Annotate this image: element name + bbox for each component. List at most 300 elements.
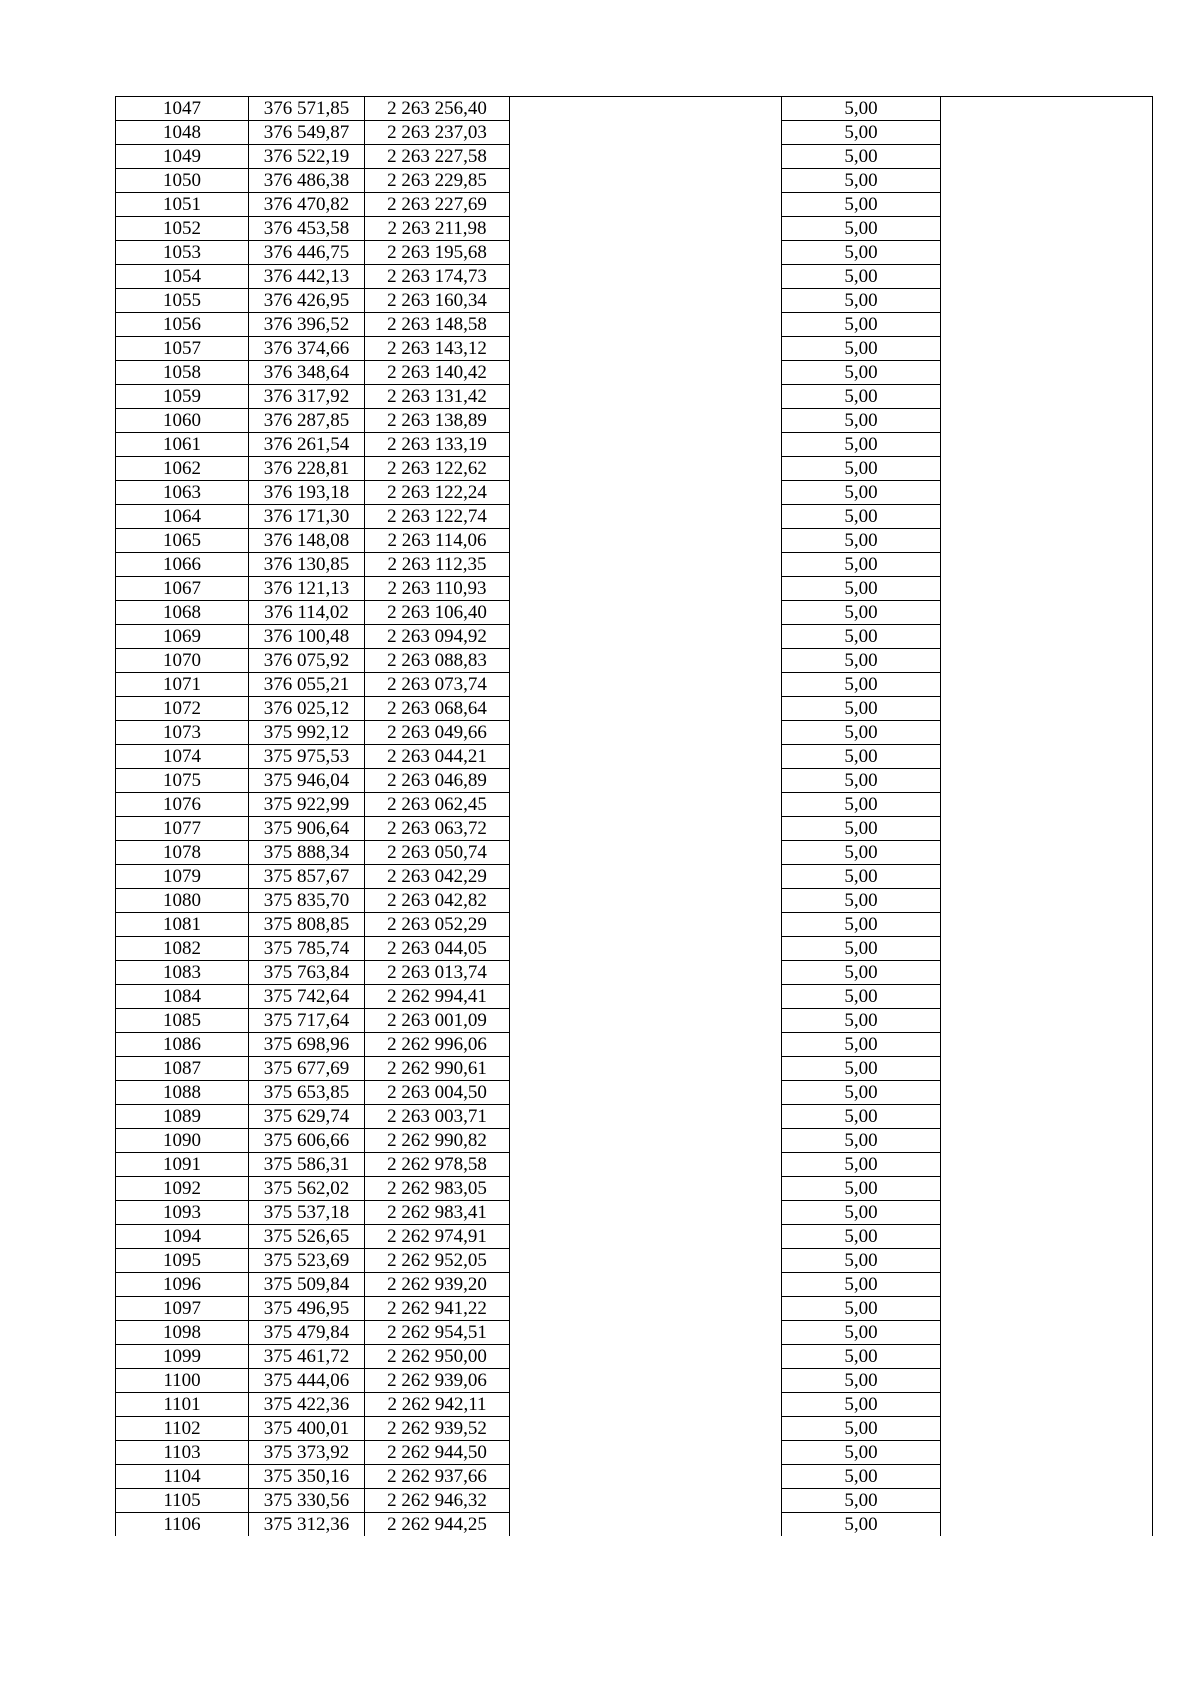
y-coordinate-cell: 2 263 052,29 (365, 913, 510, 937)
notes-cell (941, 553, 1153, 577)
accuracy-cell: 5,00 (782, 961, 941, 985)
table-row (116, 1273, 1153, 1297)
x-coordinate-cell: 376 287,85 (249, 409, 365, 433)
description-cell (510, 1321, 782, 1345)
table-row (116, 625, 1153, 649)
x-coordinate-cell: 376 025,12 (249, 697, 365, 721)
x-coordinate-cell: 375 653,85 (249, 1081, 365, 1105)
x-coordinate-cell: 375 330,56 (249, 1489, 365, 1513)
point-number-cell: 1060 (116, 409, 249, 433)
point-number-cell: 1048 (116, 121, 249, 145)
accuracy-cell: 5,00 (782, 985, 941, 1009)
x-coordinate-cell: 375 400,01 (249, 1417, 365, 1441)
y-coordinate-cell: 2 263 050,74 (365, 841, 510, 865)
description-cell (510, 97, 782, 121)
notes-cell (941, 865, 1153, 889)
point-number-cell: 1088 (116, 1081, 249, 1105)
description-cell (510, 1081, 782, 1105)
notes-cell (941, 721, 1153, 745)
notes-cell (941, 793, 1153, 817)
x-coordinate-cell: 375 422,36 (249, 1393, 365, 1417)
y-coordinate-cell: 2 263 049,66 (365, 721, 510, 745)
notes-cell (941, 457, 1153, 481)
y-coordinate-cell: 2 263 174,73 (365, 265, 510, 289)
notes-cell (941, 889, 1153, 913)
point-number-cell: 1064 (116, 505, 249, 529)
notes-cell (941, 217, 1153, 241)
accuracy-cell: 5,00 (782, 673, 941, 697)
point-number-cell: 1059 (116, 385, 249, 409)
notes-cell (941, 409, 1153, 433)
y-coordinate-cell: 2 263 114,06 (365, 529, 510, 553)
notes-cell (941, 121, 1153, 145)
y-coordinate-cell: 2 262 952,05 (365, 1249, 510, 1273)
description-cell (510, 1513, 782, 1537)
table-row (116, 217, 1153, 241)
point-number-cell: 1054 (116, 265, 249, 289)
accuracy-cell: 5,00 (782, 241, 941, 265)
y-coordinate-cell: 2 263 229,85 (365, 169, 510, 193)
description-cell (510, 121, 782, 145)
accuracy-cell: 5,00 (782, 1321, 941, 1345)
point-number-cell: 1090 (116, 1129, 249, 1153)
description-cell (510, 913, 782, 937)
notes-cell (941, 337, 1153, 361)
accuracy-cell: 5,00 (782, 385, 941, 409)
description-cell (510, 1201, 782, 1225)
description-cell (510, 961, 782, 985)
accuracy-cell: 5,00 (782, 1153, 941, 1177)
x-coordinate-cell: 376 549,87 (249, 121, 365, 145)
table-row (116, 697, 1153, 721)
point-number-cell: 1094 (116, 1225, 249, 1249)
table-row (116, 649, 1153, 673)
x-coordinate-cell: 375 312,36 (249, 1513, 365, 1537)
accuracy-cell: 5,00 (782, 649, 941, 673)
table-row (116, 145, 1153, 169)
y-coordinate-cell: 2 263 106,40 (365, 601, 510, 625)
point-number-cell: 1063 (116, 481, 249, 505)
description-cell (510, 313, 782, 337)
notes-cell (941, 97, 1153, 121)
notes-cell (941, 1057, 1153, 1081)
y-coordinate-cell: 2 263 088,83 (365, 649, 510, 673)
accuracy-cell: 5,00 (782, 289, 941, 313)
point-number-cell: 1055 (116, 289, 249, 313)
notes-cell (941, 289, 1153, 313)
notes-cell (941, 1153, 1153, 1177)
description-cell (510, 577, 782, 601)
notes-cell (941, 1177, 1153, 1201)
x-coordinate-cell: 375 509,84 (249, 1273, 365, 1297)
accuracy-cell: 5,00 (782, 721, 941, 745)
x-coordinate-cell: 376 348,64 (249, 361, 365, 385)
description-cell (510, 1249, 782, 1273)
y-coordinate-cell: 2 262 990,82 (365, 1129, 510, 1153)
y-coordinate-cell: 2 262 937,66 (365, 1465, 510, 1489)
description-cell (510, 241, 782, 265)
accuracy-cell: 5,00 (782, 169, 941, 193)
y-coordinate-cell: 2 262 944,50 (365, 1441, 510, 1465)
notes-cell (941, 241, 1153, 265)
point-number-cell: 1073 (116, 721, 249, 745)
y-coordinate-cell: 2 263 044,05 (365, 937, 510, 961)
table-row (116, 745, 1153, 769)
table-row (116, 289, 1153, 313)
x-coordinate-cell: 375 479,84 (249, 1321, 365, 1345)
x-coordinate-cell: 376 522,19 (249, 145, 365, 169)
notes-cell (941, 433, 1153, 457)
description-cell (510, 1345, 782, 1369)
point-number-cell: 1103 (116, 1441, 249, 1465)
table-row (116, 1153, 1153, 1177)
table-row (116, 601, 1153, 625)
y-coordinate-cell: 2 262 994,41 (365, 985, 510, 1009)
accuracy-cell: 5,00 (782, 577, 941, 601)
description-cell (510, 217, 782, 241)
y-coordinate-cell: 2 263 003,71 (365, 1105, 510, 1129)
description-cell (510, 1273, 782, 1297)
accuracy-cell: 5,00 (782, 1297, 941, 1321)
notes-cell (941, 145, 1153, 169)
point-number-cell: 1053 (116, 241, 249, 265)
accuracy-cell: 5,00 (782, 1009, 941, 1033)
point-number-cell: 1058 (116, 361, 249, 385)
accuracy-cell: 5,00 (782, 817, 941, 841)
notes-cell (941, 1249, 1153, 1273)
point-number-cell: 1084 (116, 985, 249, 1009)
table-row (116, 481, 1153, 505)
y-coordinate-cell: 2 263 122,74 (365, 505, 510, 529)
notes-cell (941, 577, 1153, 601)
point-number-cell: 1099 (116, 1345, 249, 1369)
table-row (116, 1081, 1153, 1105)
accuracy-cell: 5,00 (782, 313, 941, 337)
point-number-cell: 1075 (116, 769, 249, 793)
point-number-cell: 1082 (116, 937, 249, 961)
y-coordinate-cell: 2 263 256,40 (365, 97, 510, 121)
x-coordinate-cell: 376 055,21 (249, 673, 365, 697)
notes-cell (941, 985, 1153, 1009)
table-row (116, 169, 1153, 193)
y-coordinate-cell: 2 263 042,82 (365, 889, 510, 913)
table-row (116, 457, 1153, 481)
table-row (116, 1345, 1153, 1369)
point-number-cell: 1051 (116, 193, 249, 217)
accuracy-cell: 5,00 (782, 121, 941, 145)
accuracy-cell: 5,00 (782, 553, 941, 577)
table-row (116, 913, 1153, 937)
point-number-cell: 1069 (116, 625, 249, 649)
accuracy-cell: 5,00 (782, 769, 941, 793)
x-coordinate-cell: 376 075,92 (249, 649, 365, 673)
table-row (116, 193, 1153, 217)
y-coordinate-cell: 2 262 974,91 (365, 1225, 510, 1249)
accuracy-cell: 5,00 (782, 745, 941, 769)
description-cell (510, 865, 782, 889)
y-coordinate-cell: 2 262 942,11 (365, 1393, 510, 1417)
y-coordinate-cell: 2 263 004,50 (365, 1081, 510, 1105)
accuracy-cell: 5,00 (782, 217, 941, 241)
y-coordinate-cell: 2 263 143,12 (365, 337, 510, 361)
point-number-cell: 1081 (116, 913, 249, 937)
y-coordinate-cell: 2 262 954,51 (365, 1321, 510, 1345)
description-cell (510, 673, 782, 697)
description-cell (510, 1225, 782, 1249)
table-row (116, 409, 1153, 433)
table-row (116, 1249, 1153, 1273)
x-coordinate-cell: 376 193,18 (249, 481, 365, 505)
table-row (116, 553, 1153, 577)
x-coordinate-cell: 375 537,18 (249, 1201, 365, 1225)
y-coordinate-cell: 2 263 148,58 (365, 313, 510, 337)
notes-cell (941, 961, 1153, 985)
table-row (116, 1177, 1153, 1201)
point-number-cell: 1050 (116, 169, 249, 193)
table-row (116, 889, 1153, 913)
x-coordinate-cell: 376 486,38 (249, 169, 365, 193)
y-coordinate-cell: 2 263 227,58 (365, 145, 510, 169)
notes-cell (941, 481, 1153, 505)
notes-cell (941, 385, 1153, 409)
y-coordinate-cell: 2 263 133,19 (365, 433, 510, 457)
accuracy-cell: 5,00 (782, 865, 941, 889)
point-number-cell: 1086 (116, 1033, 249, 1057)
x-coordinate-cell: 376 453,58 (249, 217, 365, 241)
point-number-cell: 1101 (116, 1393, 249, 1417)
accuracy-cell: 5,00 (782, 529, 941, 553)
description-cell (510, 1393, 782, 1417)
table-row (116, 97, 1153, 121)
y-coordinate-cell: 2 263 110,93 (365, 577, 510, 601)
y-coordinate-cell: 2 262 939,06 (365, 1369, 510, 1393)
table-row (116, 673, 1153, 697)
accuracy-cell: 5,00 (782, 97, 941, 121)
notes-cell (941, 601, 1153, 625)
y-coordinate-cell: 2 263 195,68 (365, 241, 510, 265)
y-coordinate-cell: 2 262 941,22 (365, 1297, 510, 1321)
accuracy-cell: 5,00 (782, 337, 941, 361)
x-coordinate-cell: 376 261,54 (249, 433, 365, 457)
accuracy-cell: 5,00 (782, 1033, 941, 1057)
description-cell (510, 625, 782, 649)
table-row (116, 337, 1153, 361)
notes-cell (941, 193, 1153, 217)
table-row (116, 1393, 1153, 1417)
point-number-cell: 1065 (116, 529, 249, 553)
x-coordinate-cell: 375 523,69 (249, 1249, 365, 1273)
x-coordinate-cell: 375 444,06 (249, 1369, 365, 1393)
x-coordinate-cell: 375 606,66 (249, 1129, 365, 1153)
description-cell (510, 433, 782, 457)
description-cell (510, 553, 782, 577)
table-row (116, 265, 1153, 289)
description-cell (510, 697, 782, 721)
x-coordinate-cell: 376 571,85 (249, 97, 365, 121)
y-coordinate-cell: 2 262 939,20 (365, 1273, 510, 1297)
description-cell (510, 1129, 782, 1153)
description-cell (510, 721, 782, 745)
point-number-cell: 1049 (116, 145, 249, 169)
accuracy-cell: 5,00 (782, 889, 941, 913)
notes-cell (941, 313, 1153, 337)
table-row (116, 241, 1153, 265)
table-row (116, 313, 1153, 337)
description-cell (510, 1009, 782, 1033)
accuracy-cell: 5,00 (782, 1129, 941, 1153)
x-coordinate-cell: 376 317,92 (249, 385, 365, 409)
notes-cell (941, 1345, 1153, 1369)
y-coordinate-cell: 2 263 042,29 (365, 865, 510, 889)
accuracy-cell: 5,00 (782, 1225, 941, 1249)
description-cell (510, 649, 782, 673)
y-coordinate-cell: 2 263 068,64 (365, 697, 510, 721)
y-coordinate-cell: 2 263 237,03 (365, 121, 510, 145)
notes-cell (941, 913, 1153, 937)
table-row (116, 721, 1153, 745)
table-row (116, 361, 1153, 385)
description-cell (510, 337, 782, 361)
y-coordinate-cell: 2 263 046,89 (365, 769, 510, 793)
table-row (116, 1033, 1153, 1057)
notes-cell (941, 1273, 1153, 1297)
notes-cell (941, 1129, 1153, 1153)
x-coordinate-cell: 375 562,02 (249, 1177, 365, 1201)
y-coordinate-cell: 2 262 996,06 (365, 1033, 510, 1057)
description-cell (510, 193, 782, 217)
accuracy-cell: 5,00 (782, 1345, 941, 1369)
notes-cell (941, 769, 1153, 793)
y-coordinate-cell: 2 263 160,34 (365, 289, 510, 313)
x-coordinate-cell: 375 946,04 (249, 769, 365, 793)
table-row (116, 769, 1153, 793)
accuracy-cell: 5,00 (782, 1177, 941, 1201)
accuracy-cell: 5,00 (782, 481, 941, 505)
table-row (116, 529, 1153, 553)
accuracy-cell: 5,00 (782, 1489, 941, 1513)
description-cell (510, 1057, 782, 1081)
accuracy-cell: 5,00 (782, 457, 941, 481)
x-coordinate-cell: 375 785,74 (249, 937, 365, 961)
point-number-cell: 1066 (116, 553, 249, 577)
notes-cell (941, 841, 1153, 865)
table-row (116, 1057, 1153, 1081)
description-cell (510, 793, 782, 817)
x-coordinate-cell: 375 888,34 (249, 841, 365, 865)
point-number-cell: 1057 (116, 337, 249, 361)
y-coordinate-cell: 2 263 122,24 (365, 481, 510, 505)
table-row (116, 1225, 1153, 1249)
point-number-cell: 1093 (116, 1201, 249, 1225)
accuracy-cell: 5,00 (782, 1369, 941, 1393)
y-coordinate-cell: 2 262 946,32 (365, 1489, 510, 1513)
accuracy-cell: 5,00 (782, 1081, 941, 1105)
x-coordinate-cell: 375 763,84 (249, 961, 365, 985)
x-coordinate-cell: 376 148,08 (249, 529, 365, 553)
y-coordinate-cell: 2 263 131,42 (365, 385, 510, 409)
x-coordinate-cell: 375 586,31 (249, 1153, 365, 1177)
y-coordinate-cell: 2 263 211,98 (365, 217, 510, 241)
description-cell (510, 745, 782, 769)
table-row (116, 433, 1153, 457)
y-coordinate-cell: 2 263 013,74 (365, 961, 510, 985)
description-cell (510, 1369, 782, 1393)
point-number-cell: 1072 (116, 697, 249, 721)
accuracy-cell: 5,00 (782, 1105, 941, 1129)
accuracy-cell: 5,00 (782, 433, 941, 457)
accuracy-cell: 5,00 (782, 1249, 941, 1273)
x-coordinate-cell: 376 114,02 (249, 601, 365, 625)
table-row (116, 1489, 1153, 1513)
accuracy-cell: 5,00 (782, 1417, 941, 1441)
point-number-cell: 1091 (116, 1153, 249, 1177)
table-row (116, 961, 1153, 985)
point-number-cell: 1105 (116, 1489, 249, 1513)
point-number-cell: 1078 (116, 841, 249, 865)
point-number-cell: 1047 (116, 97, 249, 121)
y-coordinate-cell: 2 262 983,41 (365, 1201, 510, 1225)
table-row (116, 1321, 1153, 1345)
point-number-cell: 1100 (116, 1369, 249, 1393)
description-cell (510, 505, 782, 529)
x-coordinate-cell: 376 100,48 (249, 625, 365, 649)
point-number-cell: 1077 (116, 817, 249, 841)
notes-cell (941, 529, 1153, 553)
x-coordinate-cell: 375 698,96 (249, 1033, 365, 1057)
y-coordinate-cell: 2 263 001,09 (365, 1009, 510, 1033)
x-coordinate-cell: 375 975,53 (249, 745, 365, 769)
table-row (116, 937, 1153, 961)
description-cell (510, 169, 782, 193)
accuracy-cell: 5,00 (782, 625, 941, 649)
notes-cell (941, 1369, 1153, 1393)
coordinates-table (115, 96, 1153, 1536)
accuracy-cell: 5,00 (782, 361, 941, 385)
x-coordinate-cell: 376 396,52 (249, 313, 365, 337)
y-coordinate-cell: 2 263 073,74 (365, 673, 510, 697)
y-coordinate-cell: 2 263 094,92 (365, 625, 510, 649)
accuracy-cell: 5,00 (782, 601, 941, 625)
notes-cell (941, 817, 1153, 841)
notes-cell (941, 1201, 1153, 1225)
point-number-cell: 1106 (116, 1513, 249, 1537)
x-coordinate-cell: 375 857,67 (249, 865, 365, 889)
x-coordinate-cell: 376 446,75 (249, 241, 365, 265)
coordinates-table-body (116, 97, 1153, 1537)
notes-cell (941, 673, 1153, 697)
notes-cell (941, 649, 1153, 673)
notes-cell (941, 1489, 1153, 1513)
x-coordinate-cell: 376 228,81 (249, 457, 365, 481)
table-row (116, 1297, 1153, 1321)
accuracy-cell: 5,00 (782, 1057, 941, 1081)
x-coordinate-cell: 375 461,72 (249, 1345, 365, 1369)
description-cell (510, 1417, 782, 1441)
description-cell (510, 769, 782, 793)
y-coordinate-cell: 2 263 138,89 (365, 409, 510, 433)
notes-cell (941, 265, 1153, 289)
y-coordinate-cell: 2 262 990,61 (365, 1057, 510, 1081)
accuracy-cell: 5,00 (782, 505, 941, 529)
notes-cell (941, 1105, 1153, 1129)
accuracy-cell: 5,00 (782, 265, 941, 289)
x-coordinate-cell: 376 442,13 (249, 265, 365, 289)
accuracy-cell: 5,00 (782, 793, 941, 817)
point-number-cell: 1071 (116, 673, 249, 697)
description-cell (510, 457, 782, 481)
accuracy-cell: 5,00 (782, 1273, 941, 1297)
table-row (116, 1009, 1153, 1033)
